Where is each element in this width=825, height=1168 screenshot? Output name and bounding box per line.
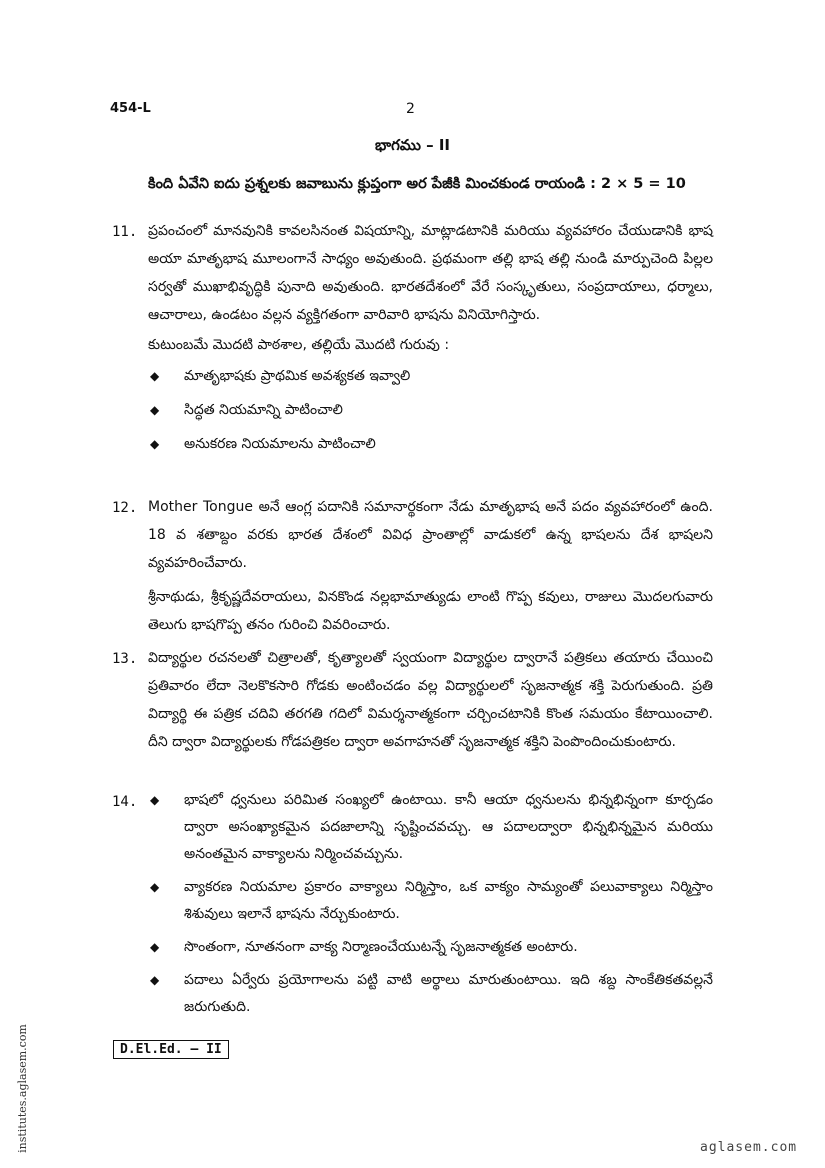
diamond-bullet-icon: ◆ bbox=[150, 973, 160, 987]
answer-text: Mother Tongue అనే ఆంగ్ల పదానికి సమానార్థకంగా నేడు మాతృభాష అనే పదం వ్యవహారంలో ఉంది. 18 వ శతాబ్దం వరకు భారత దేశంలో వివిధ ప్రాంతాల్లో వాడుకలో ఉన్న భాషలను దేశ భాషలని వ్యవహరించేవారు. bbox=[148, 499, 713, 571]
bullet-list bbox=[148, 787, 713, 1021]
list-item: ◆ భాషలో ధ్వనులు పరిమిత సంఖ్యలో ఉంటాయి. కానీ ఆయా ధ్వనులను భిన్నభిన్నంగా కూర్చడం ద్వారా అసంఖ్యాకమైన పదజాలాన్ని సృష్టించవచ్చు. ఆ పదాలద్వారా భిన్నభిన్నమైన మరియు అనంతమైన వాక్యాలను నిర్మించవచ్చును. bbox=[148, 787, 713, 868]
question-11 bbox=[148, 217, 713, 458]
answer-text: ప్రపంచంలో మానవునికి కావలసినంత విషయాన్ని, మాట్లాడటానికి మరియు వ్యవహారం చేయుడానికి భాష అయా మాతృభాష మూలంగానే సాధ్యం అవుతుంది. ప్రథమంగా తల్లి భాష తల్లి నుండి మార్పుచెంది పిల్లల సర్వతో ముఖాభివృద్ధికి పునాది అవుతుంది. భారతదేశంలో వేరే సంస్కృతులు, సంప్రదాయాలు, ధర్మాలు, ఆచారాలు, ఉండటం వల్లన వ్యక్తిగతంగా వారివారి భాషను వినియోగిస్తారు. bbox=[148, 223, 713, 323]
answer-subheading: కుటుంబమే మొదటి పాఠశాల, తల్లియే మొదటి గురువు : bbox=[148, 337, 450, 353]
question-12 bbox=[148, 493, 713, 639]
section-title: భాగము – II bbox=[375, 136, 450, 154]
list-item: ◆ సొంతంగా, నూతనంగా వాక్య నిర్మాణంచేయుటన్నే సృజనాత్మకత అంటారు. bbox=[148, 934, 713, 961]
question-14 bbox=[148, 787, 713, 1021]
question-number: 11. bbox=[112, 224, 138, 240]
side-watermark: institutes.aglasem.com bbox=[15, 1024, 29, 1153]
instruction: కింది ఏవేని ఐదు ప్రశ్నలకు జవాబును క్లుప్తంగా అర పేజీకి మించకుండ రాయండి : 2 × 5 = 10 bbox=[148, 176, 686, 192]
bottom-watermark: aglasem.com bbox=[700, 1140, 798, 1155]
course-label-box: D.El.Ed. – II bbox=[113, 1040, 229, 1059]
paper-code: 454-L bbox=[110, 101, 151, 116]
question-number: 13. bbox=[112, 651, 138, 667]
question-13 bbox=[148, 644, 713, 756]
list-item: ◆ పదాలు ఏర్వేరు ప్రయోగాలను పట్టి వాటి అర్థాలు మారుతుంటాయి. ఇది శబ్ద సాంకేతికతవల్లనే జరుగుతుది. bbox=[148, 967, 713, 1021]
answer-text: శ్రీనాథుడు, శ్రీకృష్ణదేవరాయలు, వినకొండ నల్లభామాత్యుడు లాంటి గొప్ప కవులు, రాజులు మొదలగువారు తెలుగు భాషగొప్ప తనం గురించి వివరించారు. bbox=[148, 589, 713, 633]
diamond-bullet-icon: ◆ bbox=[150, 880, 160, 894]
question-number: 14. bbox=[112, 794, 138, 810]
page-number: 2 bbox=[406, 101, 415, 117]
list-item: ◆ మాతృభాషకు ప్రాథమిక అవశ్యకత ఇవ్వాలి bbox=[148, 363, 713, 390]
diamond-bullet-icon: ◆ bbox=[150, 793, 160, 807]
answer-text: విద్యార్థుల రచనలతో చిత్రాలతో, కృత్యాలతో స్వయంగా విద్యార్థుల ద్వారానే పత్రికలు తయారు చేయించి ప్రతివారం లేదా నెలకొకసారి గోడకు అంటించడం వల్ల విద్యార్థులలో సృజనాత్మక శక్తి పెరుగుతుంది. ప్రతి విద్యార్థి ఈ పత్రిక చదివి తరగతి గదిలో విమర్శనాత్మకంగా చర్చించటానికి కొంత సమయం కేటాయించాలి. దీని ద్వారా విద్యార్థులకు గోడపత్రికల ద్వారా అవగాహనతో సృజనాత్మక శక్తిని పెంపొందించుకుంటారు. bbox=[148, 650, 713, 750]
diamond-bullet-icon: ◆ bbox=[150, 940, 160, 954]
list-item: ◆ సిద్ధత నియమాన్ని పాటించాలి bbox=[148, 397, 713, 424]
bullet-list bbox=[148, 363, 713, 458]
diamond-bullet-icon: ◆ bbox=[150, 369, 160, 383]
diamond-bullet-icon: ◆ bbox=[150, 403, 160, 417]
diamond-bullet-icon: ◆ bbox=[150, 437, 160, 451]
list-item: ◆ అనుకరణ నియమాలను పాటించాలి bbox=[148, 431, 713, 458]
list-item: ◆ వ్యాకరణ నియమాల ప్రకారం వాక్యాలు నిర్మిస్తాం, ఒక వాక్యం సామ్యంతో పలువాక్యాలు నిర్మిస్తాం శిశువులు ఇలానే భాషను నేర్చుకుంటారు. bbox=[148, 874, 713, 928]
question-number: 12. bbox=[112, 500, 138, 516]
